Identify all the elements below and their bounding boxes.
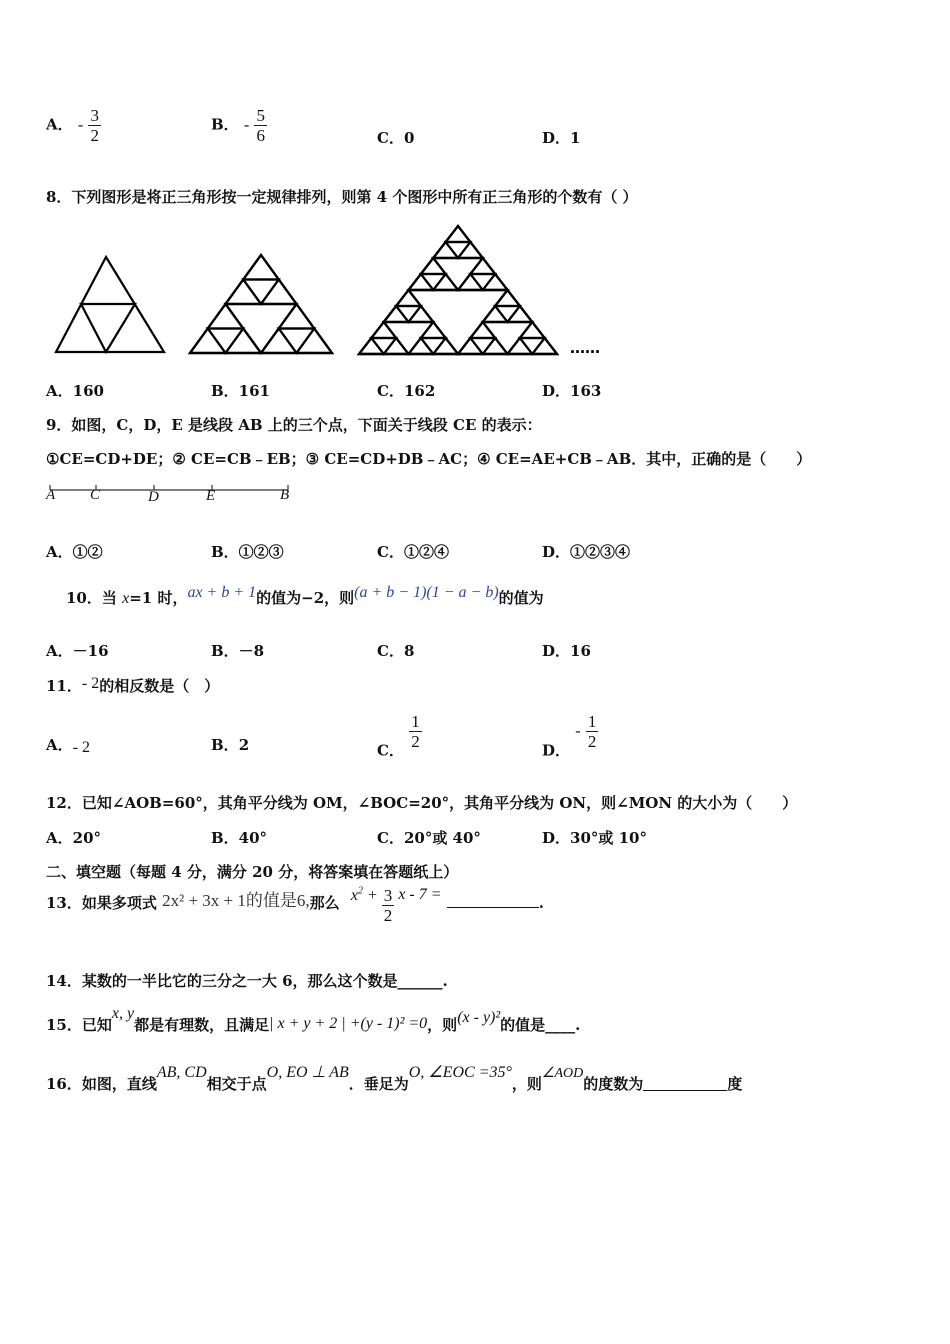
option-value: 0 xyxy=(403,129,415,147)
fraction: $\frac{3}{2}$ xyxy=(90,106,99,145)
q13-question xyxy=(46,886,544,925)
point-e-label: E xyxy=(206,488,216,504)
q7-option-a[interactable] xyxy=(46,106,101,145)
point-d-label: D xyxy=(148,489,159,505)
q9-option-a[interactable]: A．①② xyxy=(46,543,103,561)
q10-question xyxy=(66,583,544,608)
q10-option-c[interactable]: C．8 xyxy=(377,642,415,660)
triangle-figure-3 xyxy=(359,226,557,354)
q15-expression: (x - y)² xyxy=(457,1009,501,1026)
q8-question: 8．下列图形是将正三角形按一定规律排列，则第 4 个图形中所有正三角形的个数有（ ） xyxy=(46,188,638,206)
variable-x: x xyxy=(122,590,130,607)
q11-suffix: 的相反数是（ ） xyxy=(99,677,220,695)
q15-mid: 都是有理数，且满足 xyxy=(134,1016,270,1034)
q15-suffix: 的值是____. xyxy=(500,1016,581,1034)
q15-question xyxy=(46,1004,580,1035)
q15-prefix: 15．已知 xyxy=(46,1016,112,1034)
option-label: C． xyxy=(377,129,404,147)
segment-ab xyxy=(46,482,296,496)
option-value: 1 xyxy=(570,129,581,147)
q12-question: 12．已知∠AOB=60°，其角平分线为 OM，∠BOC=20°，其角平分线为 ON，则∠MON 的大小为（ ） xyxy=(46,794,798,812)
q10-suffix: 的值为 xyxy=(498,589,544,607)
q16-prefix: 16．如图，直线 xyxy=(46,1075,157,1093)
q16-suffix: 的度数为 xyxy=(583,1075,644,1093)
q9-option-d[interactable]: D．①②③④ xyxy=(542,543,631,561)
q15-equation: | x + y + 2 | +(y - 1)² =0 xyxy=(269,1015,428,1032)
q7-option-d[interactable] xyxy=(542,127,580,148)
q16-point-o: O, xyxy=(266,1064,283,1081)
option-value: 2 xyxy=(238,736,250,754)
q10-option-b[interactable]: B．－8 xyxy=(211,642,265,660)
q8-triangle-figures xyxy=(50,222,610,360)
q13-prefix: 13．如果多项式 xyxy=(46,894,157,912)
q12-option-c[interactable]: C．20°或 40° xyxy=(377,829,481,847)
q16-point-o2: O, xyxy=(408,1064,425,1081)
option-label: C． xyxy=(377,741,404,760)
minus-sign: - xyxy=(575,722,581,740)
minus-sign: - xyxy=(77,116,84,134)
q11-prefix: 11． xyxy=(46,677,82,695)
option-value: - 2 xyxy=(72,739,90,756)
expression-2: (a + b − 1)(1 − a − b) xyxy=(354,584,499,601)
q16-angle-aod: ∠AOD xyxy=(541,1066,584,1081)
q13-period: . xyxy=(538,894,544,912)
triangle-figure-2 xyxy=(190,255,332,353)
q16-lines: AB, CD xyxy=(156,1064,207,1081)
q8-option-b[interactable]: B．161 xyxy=(211,382,270,400)
option-label: A． xyxy=(46,736,73,754)
minus-sign: - xyxy=(243,116,250,134)
q10-mid: 的值为−2，则 xyxy=(256,589,355,607)
option-label: D． xyxy=(542,129,571,147)
q9-option-c[interactable]: C．①②④ xyxy=(377,543,449,561)
q16-unit: 度 xyxy=(727,1075,743,1093)
q13-polynomial: 2x² + 3x + 1的值是6, xyxy=(162,891,310,910)
segment-diagram xyxy=(46,478,296,508)
q11-option-a[interactable] xyxy=(46,734,90,757)
fraction: $\frac{5}{6}$ xyxy=(256,106,265,145)
q13-expression: $x^2$ + xyxy=(350,886,382,905)
q7-option-c[interactable] xyxy=(377,127,414,148)
q9-question: 9．如图，C，D，E 是线段 AB 上的三个点，下面关于线段 CE 的表示： xyxy=(46,416,542,434)
q10-option-d[interactable]: D．16 xyxy=(542,642,591,660)
q11-question xyxy=(46,675,219,696)
q12-option-b[interactable]: B．40° xyxy=(211,829,268,847)
q10-option-a[interactable]: A．－16 xyxy=(46,642,109,660)
q13-then: 那么 xyxy=(309,894,340,912)
q14-question: 14．某数的一半比它的三分之一大 6，那么这个数是______. xyxy=(46,972,448,990)
q8-option-d[interactable]: D．163 xyxy=(542,382,602,400)
point-a-label: A xyxy=(46,487,56,503)
q10-prefix: 10．当 xyxy=(66,589,123,607)
q11-option-d[interactable] xyxy=(542,712,598,761)
q8-option-a[interactable]: A．160 xyxy=(46,382,104,400)
q16-angle: ∠EOC =35° xyxy=(428,1064,512,1081)
point-b-label: B xyxy=(280,487,290,503)
option-label: B． xyxy=(211,115,239,134)
q9-statements: ①CE=CD+DE；② CE=CB﹣EB；③ CE=CD+DB﹣AC；④ CE=AE+CB﹣AB．其中，正确的是（ ） xyxy=(46,450,812,468)
q7-option-b[interactable] xyxy=(211,106,267,145)
q16-foot: ．垂足为 xyxy=(348,1075,409,1093)
q15-then: ，则 xyxy=(427,1016,458,1034)
q12-option-a[interactable]: A．20° xyxy=(46,829,102,847)
q16-then: ，则 xyxy=(511,1075,542,1093)
option-label: A． xyxy=(46,115,73,134)
q15-variables: x, y xyxy=(111,1005,135,1022)
q10-condition: =1 时， xyxy=(129,589,188,607)
q16-perpendicular: EO ⊥ AB xyxy=(286,1064,349,1081)
q16-mid: 相交于点 xyxy=(206,1075,267,1093)
q13-answer-blank[interactable] xyxy=(447,907,539,908)
q11-option-b[interactable] xyxy=(211,734,249,755)
fraction: $\frac{1}{2}$ xyxy=(411,712,420,751)
q8-option-c[interactable]: C．162 xyxy=(377,382,436,400)
q13-expression-tail: x - 7 = xyxy=(394,886,442,903)
q16-question xyxy=(46,1062,742,1094)
expression-1: ax + b + 1 xyxy=(187,584,257,601)
ellipsis: …… xyxy=(570,339,600,357)
fraction: $\frac{1}{2}$ xyxy=(587,712,597,751)
q11-option-c[interactable] xyxy=(377,712,422,761)
q11-value: - 2 xyxy=(81,675,100,692)
option-label: B． xyxy=(211,736,239,754)
point-c-label: C xyxy=(90,487,101,503)
triangle-figure-1 xyxy=(56,257,164,352)
q16-answer-blank[interactable] xyxy=(643,1090,727,1091)
section-2-heading: 二、填空题（每题 4 分，满分 20 分，将答案填在答题纸上） xyxy=(46,863,459,881)
q9-option-b[interactable]: B．①②③ xyxy=(211,543,284,561)
fraction: $\frac{3}{2}$ xyxy=(383,886,393,925)
q12-option-d[interactable]: D．30°或 10° xyxy=(542,829,647,847)
option-label: D． xyxy=(542,741,571,760)
